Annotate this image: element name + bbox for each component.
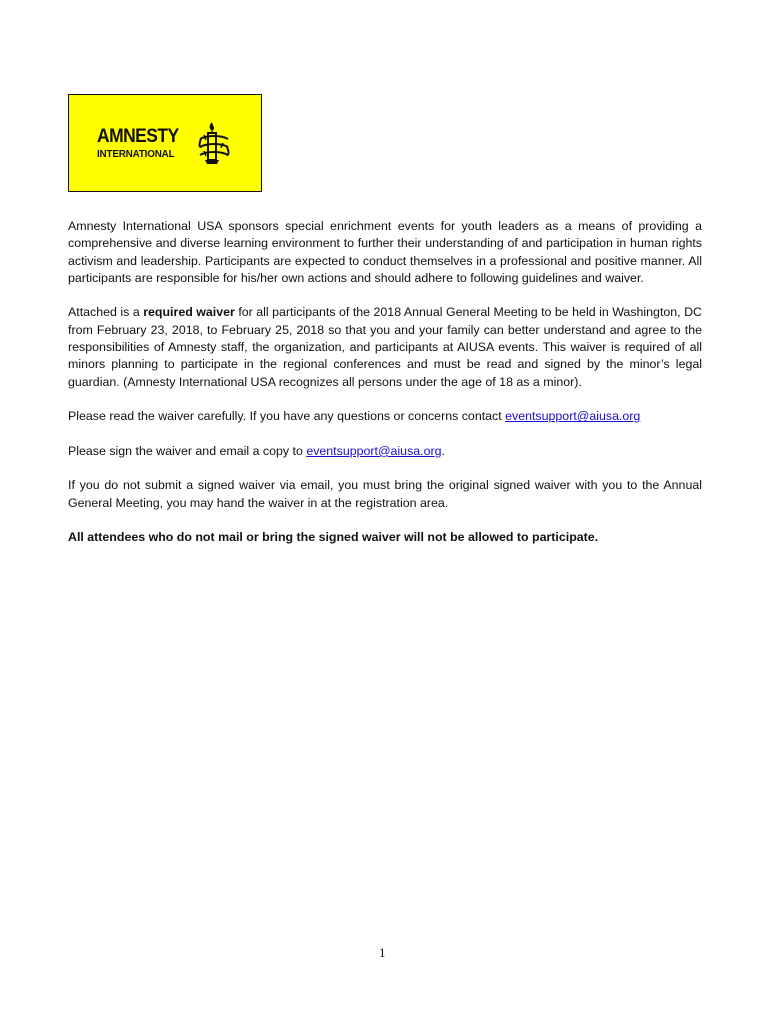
paragraph-required-waiver-rest: for all participants of the 2018 Annual General Meeting to be held in Washington, DC from February 23, 2018, to February 25, 2018 so that you and your family can better understand and agree to the responsibilities of Amnesty staff, the organization, and participants at AIUSA events. This waiver is required of all minors planning to participate in the regional conferences and must be read and signed by the minor’s legal guardian. (Amnesty International USA recognizes all persons under the age of 18 as a minor). (68, 305, 702, 389)
waiver-intro-text (68, 218, 702, 564)
paragraph-required-waiver-start: Attached is a (68, 305, 144, 320)
paragraph-bring-waiver: If you do not submit a signed waiver via email, you must bring the original signed waiver with you to the Annual General Meeting, you may hand the waiver in at the registration area. (68, 478, 702, 510)
logo-line-international: INTERNATIONAL (97, 148, 175, 160)
sign-waiver-period: . (441, 443, 445, 458)
paragraph-required-waiver (68, 304, 702, 390)
page-number: 1 (379, 945, 386, 960)
paragraph-participation-warning (68, 529, 702, 546)
sign-waiver-text: Please sign the waiver and email a copy to (68, 443, 307, 458)
logo-wordmark (97, 127, 186, 160)
participation-warning-text: All attendees who do not mail or bring the signed waiver will not be allowed to participate. (68, 530, 599, 545)
submit-email-link[interactable]: eventsupport@aiusa.org (306, 443, 442, 458)
contact-email-link[interactable]: eventsupport@aiusa.org (505, 409, 641, 424)
paragraph-sponsorship: Amnesty International USA sponsors special enrichment events for youth leaders as a means of providing a comprehensive and diverse learning environment to further their understanding of and participation in human rights activism and leadership. Participants are expected to conduct themselves in a professional and positive manner. All participants are responsible for his/her own actions and should adhere to following guidelines and waiver. (68, 219, 702, 285)
required-waiver-emphasis: required waiver (143, 305, 235, 320)
paragraph-read-waiver (68, 408, 702, 425)
paragraph-sign-waiver (68, 443, 702, 460)
read-waiver-text: Please read the waiver carefully. If you have any questions or concerns contact (68, 409, 506, 424)
logo-line-amnesty: AMNESTY (97, 126, 179, 147)
amnesty-logo (68, 94, 262, 192)
candle-in-barbed-wire-icon (197, 120, 231, 166)
